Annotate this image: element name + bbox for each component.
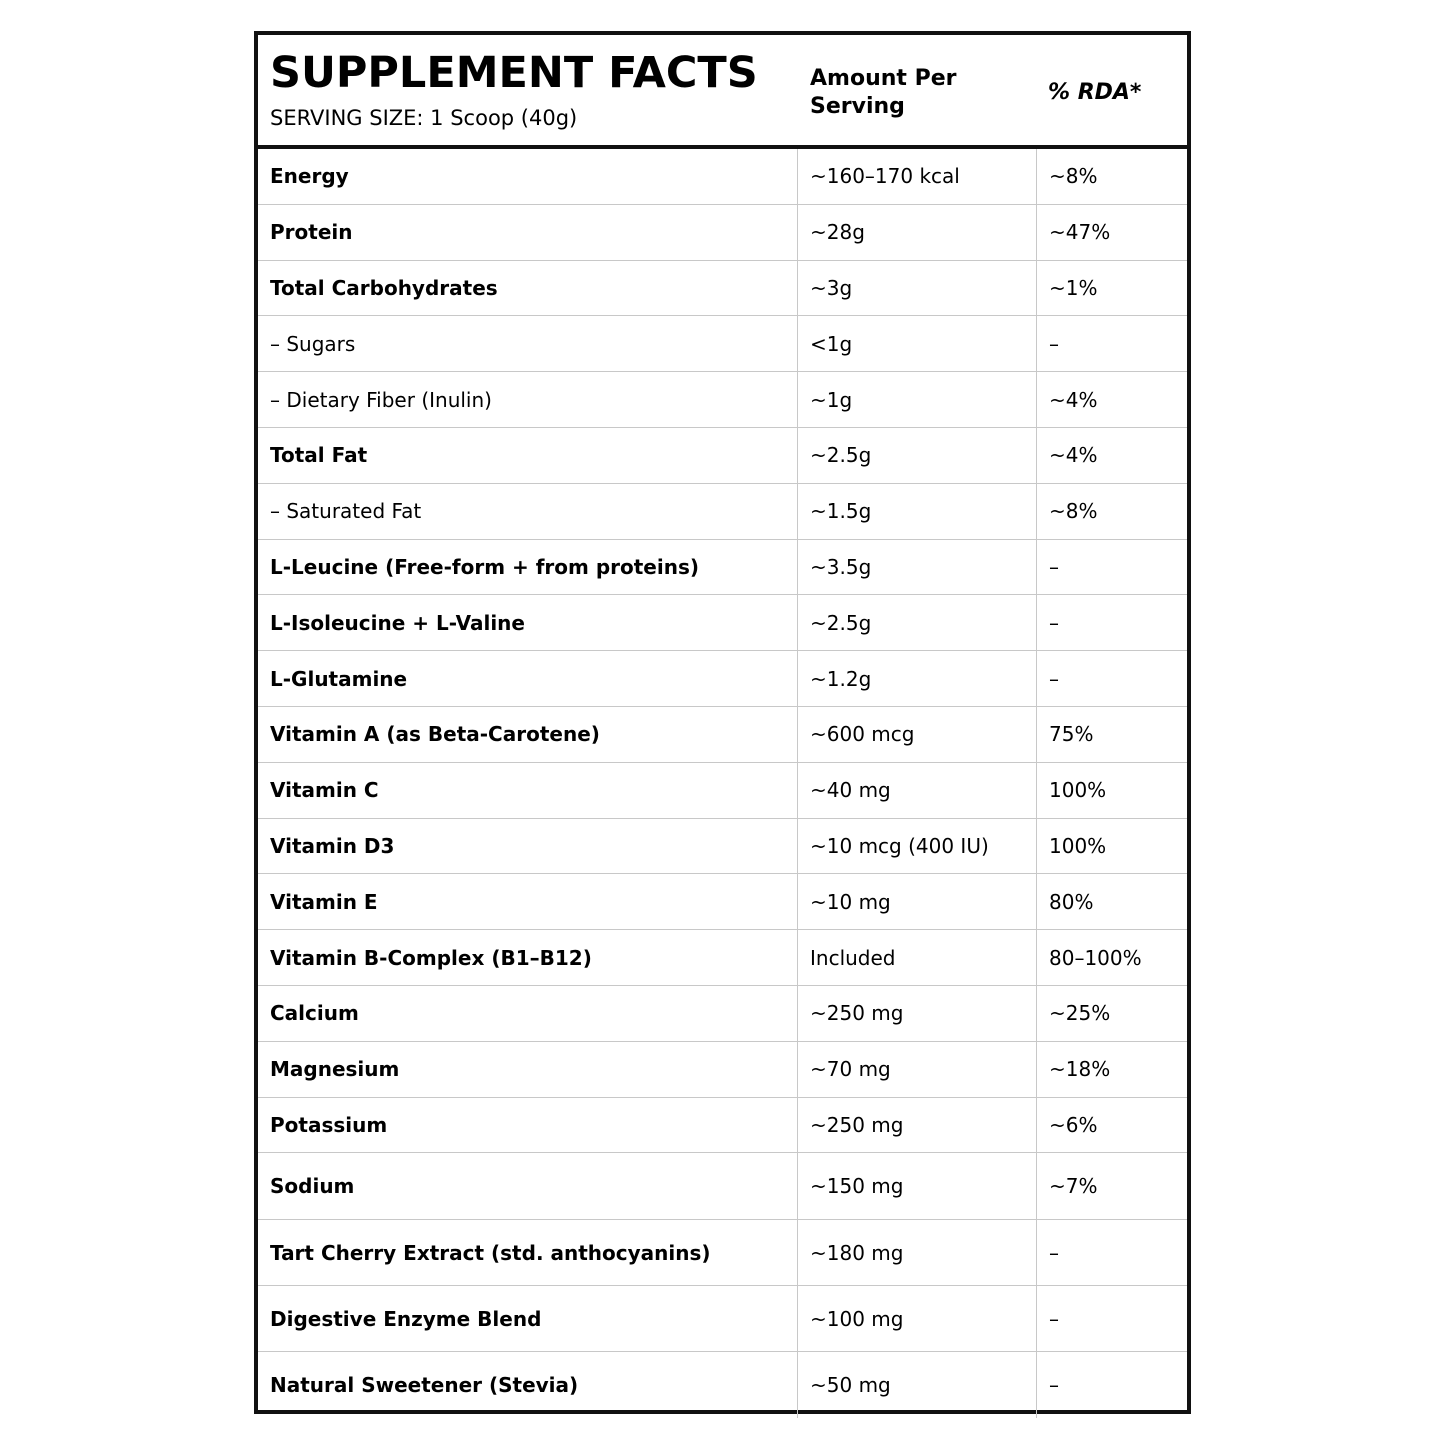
nutrient-table: [258, 149, 1187, 1418]
nutrient-name: Vitamin D3: [258, 819, 798, 874]
nutrient-name: – Sugars: [258, 316, 798, 371]
table-row: [258, 372, 1187, 428]
nutrient-amount: ~50 mg: [798, 1352, 1037, 1418]
nutrient-name: Total Carbohydrates: [258, 261, 798, 316]
table-row: [258, 428, 1187, 484]
nutrient-amount: ~1g: [798, 372, 1037, 427]
nutrient-amount: ~10 mg: [798, 874, 1037, 929]
table-row: [258, 874, 1187, 930]
table-row: [258, 1220, 1187, 1286]
nutrient-name: Energy: [258, 149, 798, 204]
nutrient-rda: 75%: [1049, 722, 1094, 747]
nutrient-rda: 100%: [1049, 833, 1107, 858]
table-row: [258, 1042, 1187, 1098]
nutrient-name: Vitamin C: [258, 763, 798, 818]
nutrient-amount: ~1.2g: [798, 651, 1037, 706]
table-row: [258, 986, 1187, 1042]
nutrient-rda: ~47%: [1049, 220, 1111, 245]
nutrient-amount: ~1.5g: [798, 484, 1037, 539]
nutrient-rda: 80–100%: [1049, 945, 1142, 970]
nutrient-name: Potassium: [258, 1098, 798, 1153]
nutrient-amount: ~100 mg: [798, 1286, 1037, 1351]
nutrient-rda: ~7%: [1049, 1174, 1098, 1199]
table-row: [258, 1286, 1187, 1352]
nutrient-name: Digestive Enzyme Blend: [258, 1286, 798, 1351]
nutrient-rda: ~4%: [1049, 387, 1098, 412]
nutrient-name: Natural Sweetener (Stevia): [258, 1352, 798, 1418]
nutrient-name: Vitamin B-Complex (B1–B12): [258, 930, 798, 985]
nutrient-rda: –: [1049, 1306, 1059, 1331]
rda-column-header: % RDA*: [1048, 80, 1142, 105]
nutrient-amount: ~250 mg: [798, 1098, 1037, 1153]
table-row: [258, 707, 1187, 763]
facts-title: SUPPLEMENT FACTS: [270, 48, 758, 98]
nutrient-amount: ~28g: [798, 205, 1037, 260]
nutrient-name: L-Leucine (Free-form + from proteins): [258, 540, 798, 595]
nutrient-amount: ~70 mg: [798, 1042, 1037, 1097]
nutrient-amount: ~180 mg: [798, 1220, 1037, 1285]
nutrient-name: – Saturated Fat: [258, 484, 798, 539]
table-row: [258, 149, 1187, 205]
table-row: [258, 261, 1187, 317]
nutrient-rda: –: [1049, 1240, 1059, 1265]
nutrient-name: Protein: [258, 205, 798, 260]
nutrient-name: Vitamin A (as Beta-Carotene): [258, 707, 798, 762]
nutrient-rda: ~25%: [1049, 1001, 1111, 1026]
nutrient-rda: ~8%: [1049, 499, 1098, 524]
nutrient-rda: ~4%: [1049, 443, 1098, 468]
table-row: [258, 1153, 1187, 1220]
table-row: [258, 316, 1187, 372]
table-row: [258, 651, 1187, 707]
nutrient-rda: ~1%: [1049, 275, 1098, 300]
nutrient-name: Sodium: [258, 1153, 798, 1219]
serving-size: SERVING SIZE: 1 Scoop (40g): [270, 106, 578, 130]
table-row: [258, 595, 1187, 651]
nutrient-amount: ~600 mcg: [798, 707, 1037, 762]
nutrient-name: L-Isoleucine + L-Valine: [258, 595, 798, 650]
supplement-facts-panel: [254, 31, 1191, 1414]
nutrient-rda: 80%: [1049, 889, 1094, 914]
nutrient-rda: ~6%: [1049, 1112, 1098, 1137]
nutrient-rda: –: [1049, 610, 1059, 635]
table-row: [258, 1352, 1187, 1418]
nutrient-amount: Included: [798, 930, 1037, 985]
nutrient-name: Vitamin E: [258, 874, 798, 929]
table-row: [258, 763, 1187, 819]
nutrient-rda: 100%: [1049, 778, 1107, 803]
nutrient-rda: –: [1049, 666, 1059, 691]
facts-header: [258, 35, 1187, 149]
table-row: [258, 930, 1187, 986]
nutrient-amount: ~2.5g: [798, 428, 1037, 483]
nutrient-name: – Dietary Fiber (Inulin): [258, 372, 798, 427]
nutrient-amount: ~160–170 kcal: [798, 149, 1037, 204]
amount-column-header: Amount Per Serving: [810, 66, 957, 119]
nutrient-rda: –: [1049, 554, 1059, 579]
nutrient-name: Total Fat: [258, 428, 798, 483]
nutrient-rda: ~8%: [1049, 164, 1098, 189]
table-row: [258, 819, 1187, 875]
nutrient-name: Magnesium: [258, 1042, 798, 1097]
table-row: [258, 205, 1187, 261]
table-row: [258, 1098, 1187, 1154]
nutrient-name: L-Glutamine: [258, 651, 798, 706]
nutrient-amount: ~150 mg: [798, 1153, 1037, 1219]
nutrient-rda: –: [1049, 1373, 1059, 1398]
nutrient-amount: ~250 mg: [798, 986, 1037, 1041]
nutrient-amount: ~2.5g: [798, 595, 1037, 650]
nutrient-name: Tart Cherry Extract (std. anthocyanins): [258, 1220, 798, 1285]
nutrient-amount: ~10 mcg (400 IU): [798, 819, 1037, 874]
table-row: [258, 540, 1187, 596]
nutrient-amount: ~40 mg: [798, 763, 1037, 818]
table-row: [258, 484, 1187, 540]
nutrient-amount: <1g: [798, 316, 1037, 371]
nutrient-amount: ~3g: [798, 261, 1037, 316]
nutrient-amount: ~3.5g: [798, 540, 1037, 595]
nutrient-rda: ~18%: [1049, 1057, 1111, 1082]
nutrient-name: Calcium: [258, 986, 798, 1041]
nutrient-rda: –: [1049, 331, 1059, 356]
